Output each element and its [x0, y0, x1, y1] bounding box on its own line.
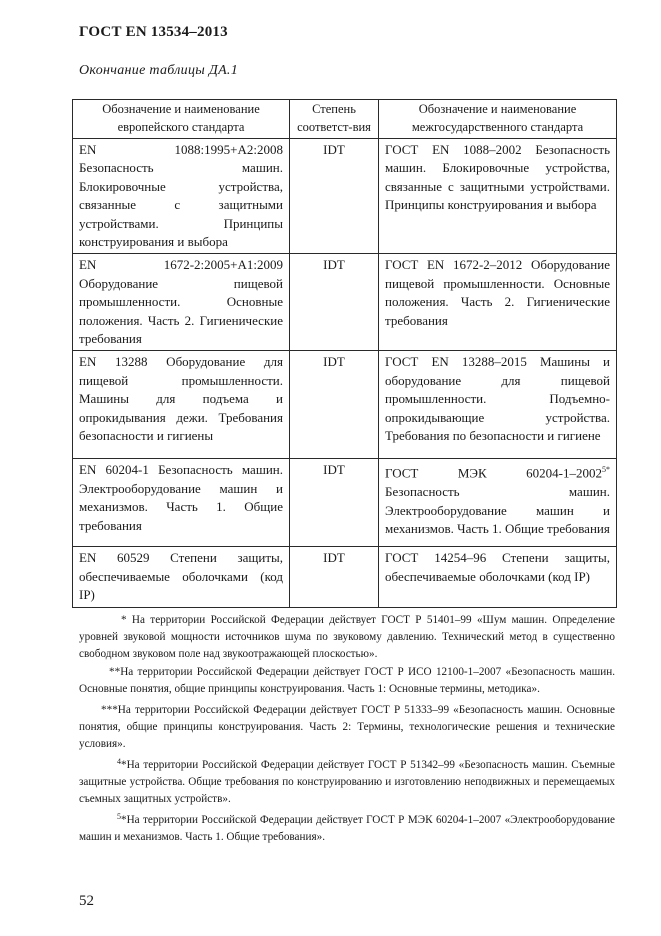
- table-row: [73, 139, 617, 254]
- interstate-standard-cell: [379, 459, 617, 547]
- footnote: [79, 612, 615, 663]
- footnote-mark: *: [121, 759, 127, 771]
- footnote-mark: **: [109, 666, 121, 678]
- european-standard-cell: EN 60529 Степени защиты, обеспечиваемые оболочками (код IP): [73, 547, 290, 607]
- table-row: [73, 459, 617, 547]
- column-header-european: Обозначение и наименование европейского стандарта: [73, 100, 290, 139]
- footnote-text: На территории Российской Федерации действует ГОСТ Р ИСО 12100-1–2007 «Безопасность машин. Основные понятия, общие принципы конструирования. Часть 1: Основные термины, методика».: [79, 666, 615, 695]
- degree-cell: IDT: [290, 459, 379, 547]
- table-row: [73, 547, 617, 607]
- footnote-mark: *: [121, 614, 127, 626]
- footnote-text: На территории Российской Федерации действует ГОСТ Р 51401–99 «Шум машин. Определение уровней звуковой мощности источников шума по звуковому давлению. Технический метод в существенно свободном звуковом поле над звукоотражающей плоскостью».: [79, 614, 615, 660]
- interstate-standard-cell: ГОСТ 14254–96 Степени защиты, обеспечиваемые оболочками (код IP): [379, 547, 617, 607]
- european-standard-cell: EN 60204-1 Безопасность машин. Электрооборудование машин и механизмов. Часть 1. Общие требования: [73, 459, 290, 547]
- footnote-text: На территории Российской Федерации действует ГОСТ Р 51342–99 «Безопасность машин. Съемные защитные устройства. Общие требования по конструированию и изготовлению неподвижных и перемещаемых съемных защитных устройств».: [79, 759, 615, 805]
- document-code-header: ГОСТ EN 13534–2013: [79, 24, 228, 40]
- european-standard-cell: EN 13288 Оборудование для пищевой промышленности. Машины для подъема и опрокидывания дежи. Требования безопасности и гигиены: [73, 351, 290, 459]
- degree-cell: IDT: [290, 547, 379, 607]
- table-header-row: [73, 100, 617, 139]
- footnote: [79, 757, 615, 808]
- footnote-mark-number: 5: [117, 812, 121, 821]
- page-number: 52: [79, 893, 94, 909]
- interstate-standard-code: ГОСТ МЭК 60204-1–2002: [385, 465, 602, 481]
- european-standard-cell: EN 1672-2:2005+A1:2009 Оборудование пищевой промышленности. Основные положения. Часть 2. Гигиенические требования: [73, 254, 290, 351]
- footnote-mark: *: [121, 814, 127, 826]
- table-row: [73, 254, 617, 351]
- degree-cell: IDT: [290, 351, 379, 459]
- standards-table: [72, 99, 617, 608]
- degree-cell: IDT: [290, 254, 379, 351]
- interstate-standard-cell: ГОСТ EN 1672-2–2012 Оборудование пищевой промышленности. Основные положения. Часть 2. Гигиенические требования: [379, 254, 617, 351]
- interstate-standard-cell: ГОСТ EN 1088–2002 Безопасность машин. Блокировочные устройства, связанные с защитными устройствами. Принципы конструирования и выбора: [379, 139, 617, 254]
- footnote-mark: ***: [101, 704, 118, 716]
- footnote-reference-mark: 5*: [602, 465, 610, 475]
- interstate-standard-cell: ГОСТ EN 13288–2015 Машины и оборудование для пищевой промышленности. Подъемно-опрокидывающие устройства. Требования по безопасности и гигиене: [379, 351, 617, 459]
- table-row: [73, 351, 617, 459]
- interstate-standard-title: Безопасность машин. Электрооборудование машин и механизмов. Часть 1. Общие требования: [385, 484, 610, 537]
- table-caption: Окончание таблицы ДА.1: [79, 63, 239, 78]
- footnote: [79, 812, 615, 846]
- footnote-text: На территории Российской Федерации действует ГОСТ Р МЭК 60204-1–2007 «Электрооборудование машин и механизмов. Часть 1. Общие требования».: [79, 814, 615, 843]
- footnote-mark-number: 4: [117, 757, 121, 766]
- footnotes-block: [79, 612, 615, 846]
- column-header-interstate: Обозначение и наименование межгосударственного стандарта: [379, 100, 617, 139]
- footnote: [79, 664, 615, 698]
- footnote: [79, 702, 615, 753]
- degree-cell: IDT: [290, 139, 379, 254]
- column-header-degree: Степень соответст-вия: [290, 100, 379, 139]
- footnote-text: На территории Российской Федерации действует ГОСТ Р 51333–99 «Безопасность машин. Основные понятия, общие принципы конструирования. Часть 2: Термины, технологические решения и технические условия».: [79, 704, 615, 750]
- european-standard-cell: EN 1088:1995+A2:2008 Безопасность машин. Блокировочные устройства, связанные с защитными устройствами. Принципы конструирования и выбора: [73, 139, 290, 254]
